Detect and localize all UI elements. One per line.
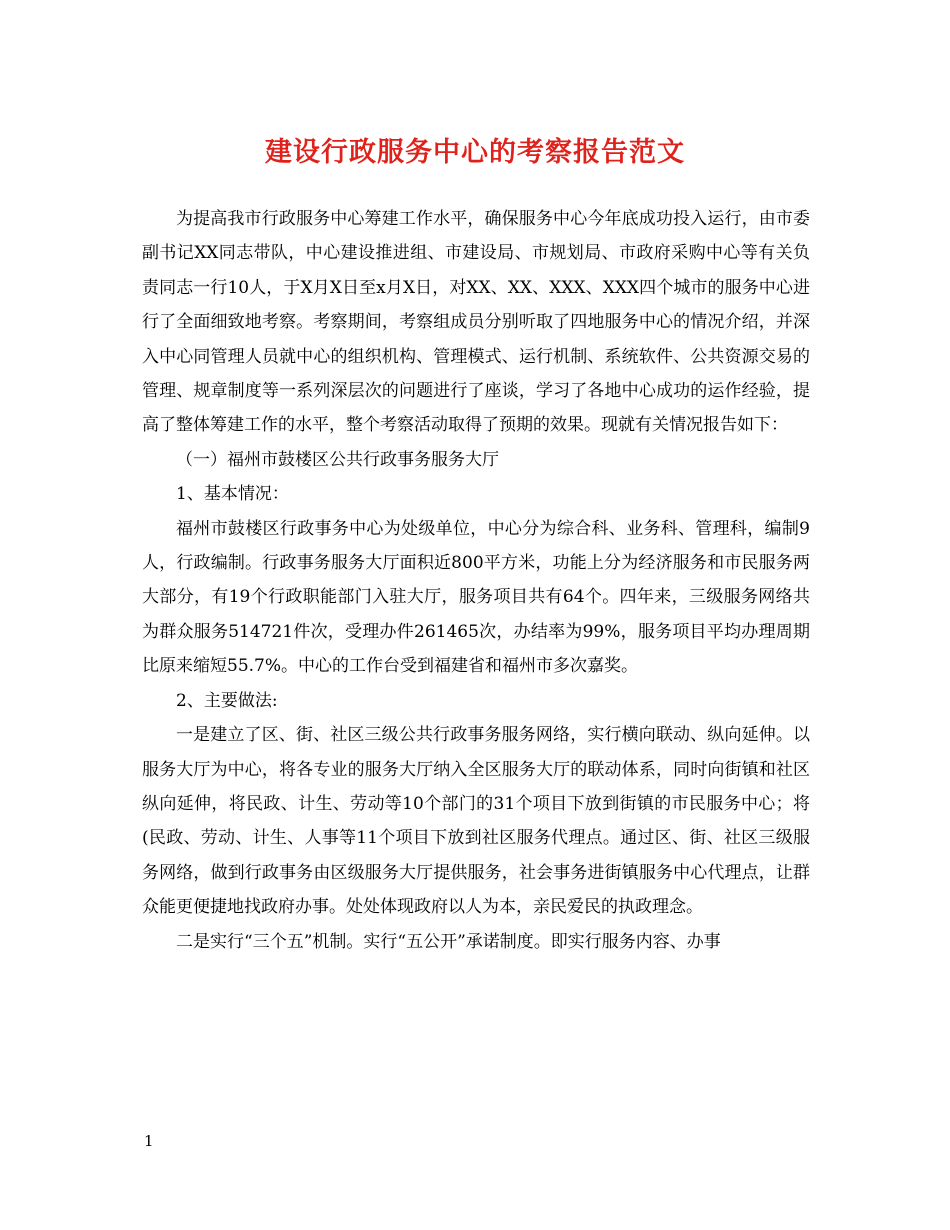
paragraph-method-one: 一是建立了区、街、社区三级公共行政事务服务网络，实行横向联动、纵向延伸。以服务大厅为中心，将各专业的服务大厅纳入全区服务大厅的联动体系，同时向街镇和社区纵向延伸，将民政、计生、劳动等10个部门的31个项目下放到街镇的市民服务中心；将(民政、劳动、计生、人事等11个项目下放到社区服务代理点。通过区、街、社区三级服务网络，做到行政事务由区级服务大厅提供服务，社会事务进街镇服务中心代理点，让群众能更便捷地找政府办事。处处体现政府以人为本，亲民爱民的执政理念。 <box>142 725 810 918</box>
paragraph-intro: 为提高我市行政服务中心筹建工作水平，确保服务中心今年底成功投入运行，由市委副书记XX同志带队，中心建设推进组、市建设局、市规划局、市政府采购中心等有关负责同志一行10人，于X月X日至x月X日，对XX、XX、XXX、XXX四个城市的服务中心进行了全面细致地考察。考察期间，考察组成员分别听取了四地服务中心的情况介绍，并深入中心同管理人员就中心的组织机构、管理模式、运行机制、系统软件、公共资源交易的管理、规章制度等一系列深层次的问题进行了座谈，学习了各地中心成功的运作经验，提高了整体筹建工作的水平，整个考察活动取得了预期的效果。现就有关情况报告如下： <box>142 209 810 436</box>
section-heading: （一）福州市鼓楼区公共行政事务服务大厅 <box>176 449 499 470</box>
paragraph-method-two: 二是实行“三个五”机制。实行“五公开”承诺制度。即实行服务内容、办事 <box>176 931 721 952</box>
document-body <box>142 202 810 959</box>
paragraph-basic-info: 福州市鼓楼区行政事务中心为处级单位，中心分为综合科、业务科、管理科，编制9人，行政编制。行政事务服务大厅面积近800平方米，功能上分为经济服务和市民服务两大部分，有19个行政职能部门入驻大厅，服务项目共有64个。四年来，三级服务网络共为群众服务514721件次，受理办件261465次，办结率为99%，服务项目平均办理周期比原来缩短55.7%。中心的工作台受到福建省和福州市多次嘉奖。 <box>142 518 810 677</box>
page-number: 1 <box>144 1132 154 1150</box>
subsection-heading-methods: 2、主要做法: <box>176 690 278 711</box>
subsection-heading-basic: 1、基本情况： <box>176 484 289 505</box>
document-title: 建设行政服务中心的考察报告范文 <box>265 137 685 168</box>
